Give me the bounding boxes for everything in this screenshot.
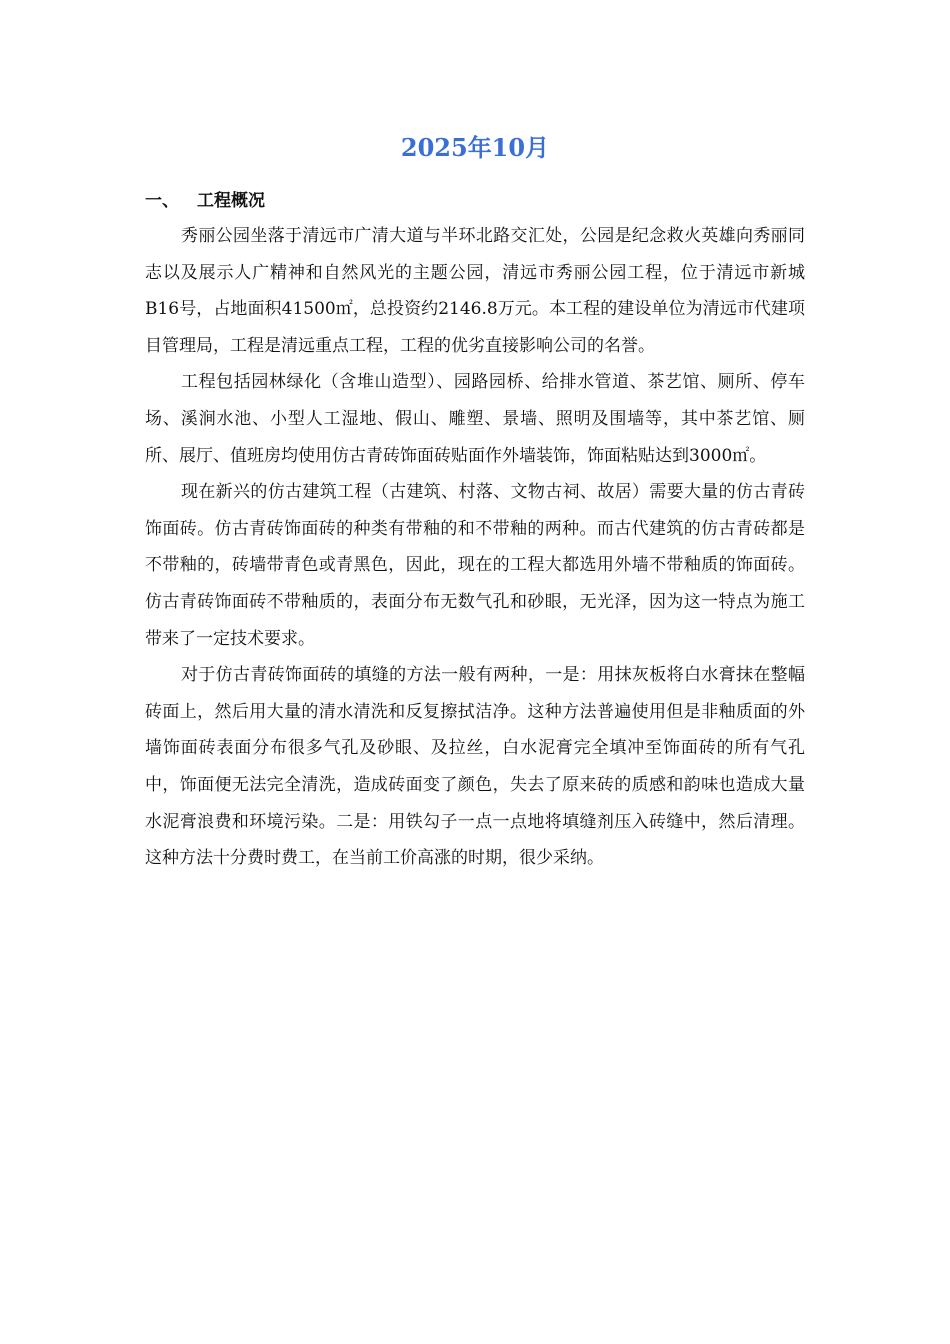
date-heading: 2025年10月 [400, 133, 550, 162]
section-title: 工程概况 [197, 191, 265, 211]
paragraph-project-scope: 工程包括园林绿化（含堆山造型）、园路园桥、给排水管道、茶艺馆、厕所、停车场、溪涧水池、小型人工湿地、假山、雕塑、景墙、照明及围墙等，其中茶艺馆、厕所、展厅、值班房均使用仿古青砖饰面砖贴面作外墙装饰，饰面粘贴达到3000㎡。 [145, 372, 805, 466]
paragraph-grouting-methods: 对于仿古青砖饰面砖的填缝的方法一般有两种，一是：用抹灰板将白水膏抹在整幅砖面上，然后用大量的清水清洗和反复擦拭洁净。这种方法普遍使用但是非釉质面的外墙饰面砖表面分布很多气孔及砂眼、及拉丝，白水泥膏完全填冲至饰面砖的所有气孔中，饰面便无法完全清洗，造成砖面变了颜色，失去了原来砖的质感和韵味也造成大量水泥膏浪费和环境污染。二是：用铁勾子一点一点地将填缝剂压入砖缝中，然后清理。这种方法十分费时费工，在当前工价高涨的时期，很少采纳。 [145, 665, 805, 869]
paragraph-project-location: 秀丽公园坐落于清远市广清大道与半环北路交汇处，公园是纪念救火英雄向秀丽同志以及展示人广精神和自然风光的主题公园，清远市秀丽公园工程，位于清远市新城B16号，占地面积41500㎡，总投资约2146.8万元。本工程的建设单位为清远市代建项目管理局，工程是清远重点工程，工程的优劣直接影响公司的名誉。 [145, 226, 805, 356]
section-body [145, 218, 805, 877]
section-heading [145, 186, 265, 216]
paragraph-tile-types: 现在新兴的仿古建筑工程（古建筑、村落、文物古祠、故居）需要大量的仿古青砖饰面砖。仿古青砖饰面砖的种类有带釉的和不带釉的两种。而古代建筑的仿古青砖都是不带釉的，砖墙带青色或青黑色，因此，现在的工程大都选用外墙不带釉质的饰面砖。仿古青砖饰面砖不带釉质的，表面分布无数气孔和砂眼，无光泽，因为这一特点为施工带来了一定技术要求。 [145, 482, 805, 649]
section-number: 一、 [145, 191, 179, 211]
